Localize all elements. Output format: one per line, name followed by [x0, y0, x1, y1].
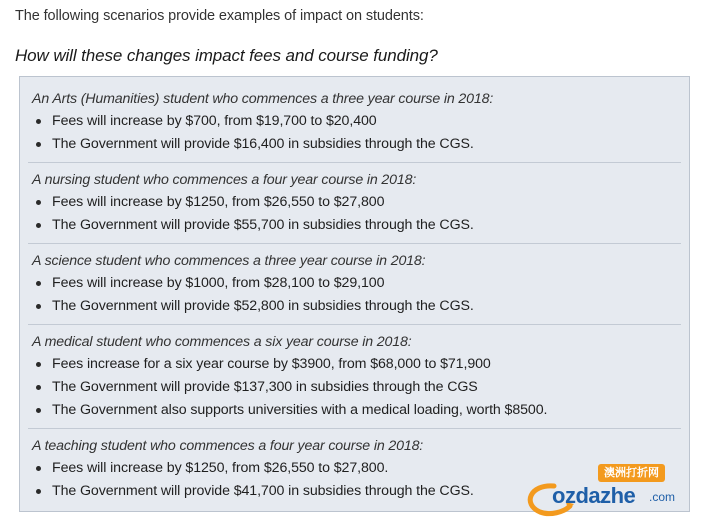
scenario-heading: A nursing student who commences a four year course in 2018:: [32, 172, 417, 188]
scenario-bullets: [32, 272, 682, 318]
section-question: How will these changes impact fees and course funding?: [15, 46, 438, 65]
scenario-bullets: [32, 353, 682, 422]
watermark-name: ozdazhe: [552, 483, 636, 508]
list-item: [32, 110, 682, 133]
bullet-icon: [36, 362, 41, 367]
list-item: [32, 133, 682, 156]
scenario-heading: A science student who commences a three year course in 2018:: [32, 253, 426, 269]
scenario-medical: [32, 331, 682, 422]
bullet-icon: [36, 142, 41, 147]
scenario-heading: A teaching student who commences a four year course in 2018:: [32, 438, 424, 454]
bullet-icon: [36, 223, 41, 228]
scenario-heading: A medical student who commences a six year course in 2018:: [32, 334, 412, 350]
bullet-text: Fees increase for a six year course by $3900, from $68,000 to $71,900: [52, 356, 491, 372]
bullet-icon: [36, 489, 41, 494]
list-item: [32, 399, 682, 422]
list-item: [32, 353, 682, 376]
bullet-text: Fees will increase by $1000, from $28,100 to $29,100: [52, 275, 385, 291]
scenario-bullets: [32, 110, 682, 156]
list-item: [32, 214, 682, 237]
scenario-divider: [28, 428, 681, 429]
bullet-text: The Government will provide $55,700 in subsidies through the CGS.: [52, 217, 474, 233]
bullet-text: The Government also supports universities with a medical loading, worth $8500.: [52, 402, 548, 418]
scenario-divider: [28, 324, 681, 325]
bullet-icon: [36, 304, 41, 309]
bullet-icon: [36, 200, 41, 205]
bullet-icon: [36, 281, 41, 286]
intro-text: The following scenarios provide examples of impact on students:: [15, 8, 424, 24]
bullet-text: The Government will provide $41,700 in subsidies through the CGS.: [52, 483, 474, 499]
watermark-logo: [520, 464, 700, 518]
bullet-icon: [36, 466, 41, 471]
scenario-bullets: [32, 191, 682, 237]
watermark-suffix: .com: [649, 490, 676, 504]
watermark-badge: 澳洲打折网: [598, 464, 665, 482]
scenario-divider: [28, 162, 681, 163]
bullet-text: Fees will increase by $700, from $19,700 to $20,400: [52, 113, 377, 129]
bullet-text: Fees will increase by $1250, from $26,550 to $27,800: [52, 194, 385, 210]
list-item: [32, 191, 682, 214]
bullet-text: The Government will provide $52,800 in subsidies through the CGS.: [52, 298, 474, 314]
scenario-arts: [32, 88, 682, 156]
bullet-text: The Government will provide $137,300 in subsidies through the CGS: [52, 379, 478, 395]
bullet-text: The Government will provide $16,400 in subsidies through the CGS.: [52, 136, 474, 152]
list-item: [32, 272, 682, 295]
scenario-science: [32, 250, 682, 318]
scenarios-panel: [19, 76, 690, 512]
scenario-nursing: [32, 169, 682, 237]
bullet-icon: [36, 408, 41, 413]
scenario-divider: [28, 243, 681, 244]
scenario-heading: An Arts (Humanities) student who commences a three year course in 2018:: [32, 91, 494, 107]
bullet-text: Fees will increase by $1250, from $26,550 to $27,800.: [52, 460, 389, 476]
list-item: [32, 295, 682, 318]
list-item: [32, 376, 682, 399]
bullet-icon: [36, 385, 41, 390]
bullet-icon: [36, 119, 41, 124]
